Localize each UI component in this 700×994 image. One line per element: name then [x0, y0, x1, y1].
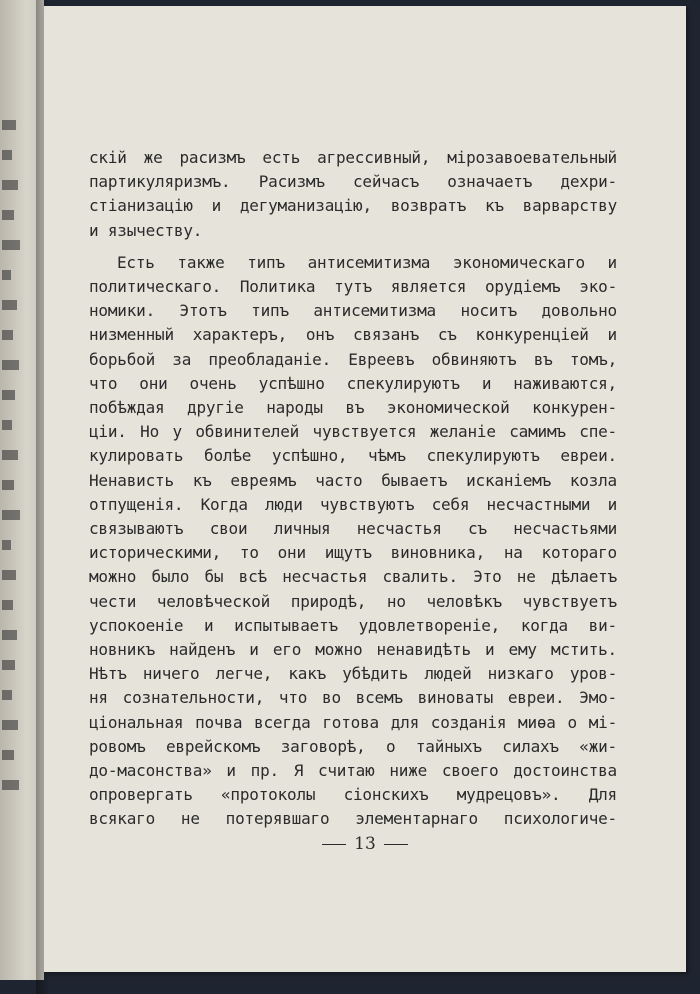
text-line: успокоеніе и испытываетъ удовлетвореніе, когда ви-	[89, 615, 617, 635]
text-line: до-масонства» и пр. Я считаю ниже своего достоинства	[89, 761, 617, 781]
text-line: побѣждая другіе народы въ экономической конкурен-	[89, 398, 617, 418]
text-line: ціи. Но у обвинителей чувствуется желаніе самимъ спе-	[89, 422, 617, 442]
paragraph-1	[89, 146, 617, 243]
text-line: ровомъ еврейскомъ заговорѣ, о тайныхъ силахъ «жи-	[89, 736, 617, 756]
text-line: кулировать болѣе успѣшно, чѣмъ спекулируютъ евреи.	[89, 446, 617, 466]
page-number	[44, 834, 686, 854]
text-line: и язычеству.	[89, 220, 203, 240]
text-line: связываютъ свои личныя несчастья съ несчастьями	[89, 519, 617, 539]
text-line: отпущенія. Когда люди чувствуютъ себя несчастными и	[89, 494, 617, 514]
dash-right	[384, 844, 408, 845]
text-line: можно было бы всѣ несчастья свалить. Это не дѣлаетъ	[89, 567, 617, 587]
text-line: борьбой за преобладаніе. Евреевъ обвиняютъ въ томъ,	[89, 349, 617, 369]
text-line: ціональная почва всегда готова для созданія миѳа о мі-	[89, 712, 617, 732]
text-line: историческими, то они ищутъ виновника, на котораго	[89, 543, 617, 563]
text-line: Нѣтъ ничего легче, какъ убѣдить людей низкаго уров-	[89, 664, 617, 684]
text-line: чести человѣческой природѣ, но человѣкъ чувствуетъ	[89, 591, 617, 611]
text-line: опровергать «протоколы сіонскихъ мудрецовъ». Для	[89, 785, 617, 805]
paragraph-2	[89, 251, 617, 832]
text-line: партикуляризмъ. Расизмъ сейчасъ означаетъ дехри-	[89, 172, 617, 192]
text-line: Есть также типъ антисемитизма экономическаго и	[117, 252, 617, 272]
page-number-value: 13	[354, 834, 376, 854]
text-line: номики. Этотъ типъ антисемитизма носитъ довольно	[89, 301, 617, 321]
text-line: всякаго не потерявшаго элементарнаго психологиче-	[89, 809, 617, 829]
text-line: новникъ найденъ и его можно ненавидѣть и ему мстить.	[89, 640, 617, 660]
text-line: скій же расизмъ есть агрессивный, мірозавоевательный	[89, 148, 617, 167]
text-line: ня сознательности, что во всемъ виноваты евреи. Эмо-	[89, 688, 617, 708]
text-line: низменный характеръ, онъ связанъ съ конкуренціей и	[89, 325, 617, 345]
text-line: политическаго. Политика тутъ является орудіемъ эко-	[89, 277, 617, 297]
text-line: что они очень успѣшно спекулируютъ и наживаются,	[89, 373, 617, 393]
dash-left	[322, 844, 346, 845]
text-line: стіанизацію и дегуманизацію, возвратъ къ варварству	[89, 196, 617, 216]
page-body-text	[89, 146, 617, 832]
text-line: Ненависть къ евреямъ часто бываетъ исканіемъ козла	[89, 470, 617, 490]
book-page	[44, 6, 686, 972]
